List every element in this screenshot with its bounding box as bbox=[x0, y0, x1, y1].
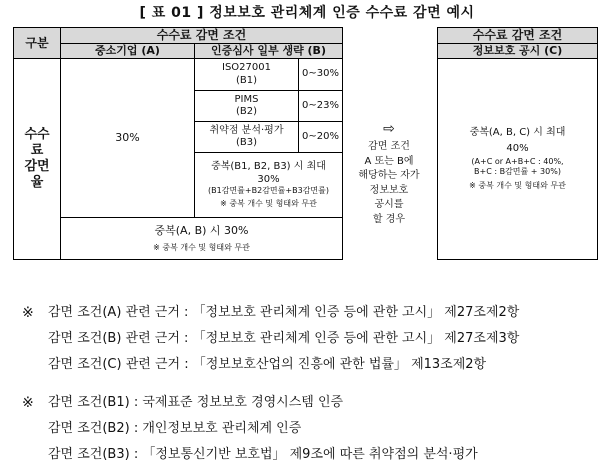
reference-mark: ※ bbox=[22, 395, 34, 411]
footnote-text: 감면 조건(B3) : 「정보통신기반 보호법」 제9조에 따른 취약점의 분석·평가 bbox=[48, 447, 478, 462]
fee-reduction-conditions-table bbox=[13, 27, 343, 260]
footnote-row bbox=[22, 442, 612, 468]
footnote-text: 감면 조건(C) 관련 근거 : 「정보보호산업의 진흥에 관한 법률」 제13조제2항 bbox=[48, 357, 487, 372]
reference-mark: ※ bbox=[22, 305, 34, 321]
ab-combined-note: ※ 중복 개수 및 형태와 무관 bbox=[153, 243, 250, 253]
b-combined-line3: (B1감면률+B2감면률+B3감면률) bbox=[208, 186, 329, 195]
disclosure-reduction-cell bbox=[438, 59, 598, 260]
footnote-text: 감면 조건(B) 관련 근거 : 「정보보호 관리체계 인증 등에 관한 고시」 제27조제3항 bbox=[48, 331, 520, 346]
footnote-row bbox=[22, 390, 612, 416]
footnote-row bbox=[22, 352, 612, 378]
footnote-text: 감면 조건(A) 관련 근거 : 「정보보호 관리체계 인증 등에 관한 고시」 제27조제2항 bbox=[48, 305, 520, 320]
b-combined-note: ※ 중복 개수 및 형태와 무관 bbox=[220, 199, 317, 208]
b1-condition-name: ISO27001 (B1) bbox=[195, 59, 299, 91]
disclosure-conditions-header: 수수료 감면 조건 bbox=[438, 28, 598, 44]
disclosure-column-header: 정보보호 공시 (C) bbox=[438, 44, 598, 59]
disclosure-line2: 40% bbox=[506, 142, 529, 154]
sme-column-header: 중소기업 (A) bbox=[61, 44, 195, 59]
b-combined-line2: 30% bbox=[257, 173, 280, 185]
footnotes bbox=[22, 300, 612, 468]
footnote-row bbox=[22, 326, 612, 352]
b3-reduction-value: 0~20% bbox=[299, 122, 343, 153]
disclosure-condition-explanation: ⇨ 감면 조건 A 또는 B에 해당하는 자가 정보보호 공시를 할 경우 bbox=[346, 122, 432, 227]
disclosure-note: ※ 중복 개수 및 형태와 무관 bbox=[469, 181, 566, 190]
footnote-text: 감면 조건(B1) : 국제표준 정보보호 경영시스템 인증 bbox=[48, 395, 344, 410]
footnote-row bbox=[22, 416, 612, 442]
gubun-header: 구분 bbox=[14, 28, 61, 59]
ab-combined-line1: 중복(A, B) 시 30% bbox=[154, 223, 249, 237]
b-combined-line1: 중복(B1, B2, B3) 시 최대 bbox=[211, 161, 326, 172]
sme-reduction-value: 30% bbox=[61, 59, 195, 218]
footnote-row bbox=[22, 300, 612, 326]
right-arrow-icon: ⇨ bbox=[383, 121, 395, 137]
reduction-rate-row-label: 수수 료 감면 율 bbox=[14, 59, 61, 260]
disclosure-line4: B+C : B감면률 + 30%) bbox=[474, 167, 561, 176]
disclosure-line1: 중복(A, B, C) 시 최대 bbox=[469, 127, 566, 138]
table-title: [ 표 01 ] 정보보호 관리체계 인증 수수료 감면 예시 bbox=[139, 5, 475, 21]
b2-condition-name: PIMS (B2) bbox=[195, 91, 299, 122]
b1-reduction-value: 0~30% bbox=[299, 59, 343, 91]
footnote-text: 감면 조건(B2) : 개인정보보호 관리체계 인증 bbox=[48, 421, 302, 436]
audit-omission-column-header: 인증심사 일부 생략 (B) bbox=[195, 44, 343, 59]
b3-condition-name: 취약점 분석·평가 (B3) bbox=[195, 122, 299, 153]
conditions-header: 수수료 감면 조건 bbox=[61, 28, 343, 44]
b2-reduction-value: 0~23% bbox=[299, 91, 343, 122]
ab-combined-cell bbox=[61, 218, 343, 260]
disclosure-line3: (A+C or A+B+C : 40%, bbox=[471, 157, 564, 166]
disclosure-reduction-table bbox=[437, 27, 598, 260]
b-combined-cell bbox=[195, 153, 343, 218]
